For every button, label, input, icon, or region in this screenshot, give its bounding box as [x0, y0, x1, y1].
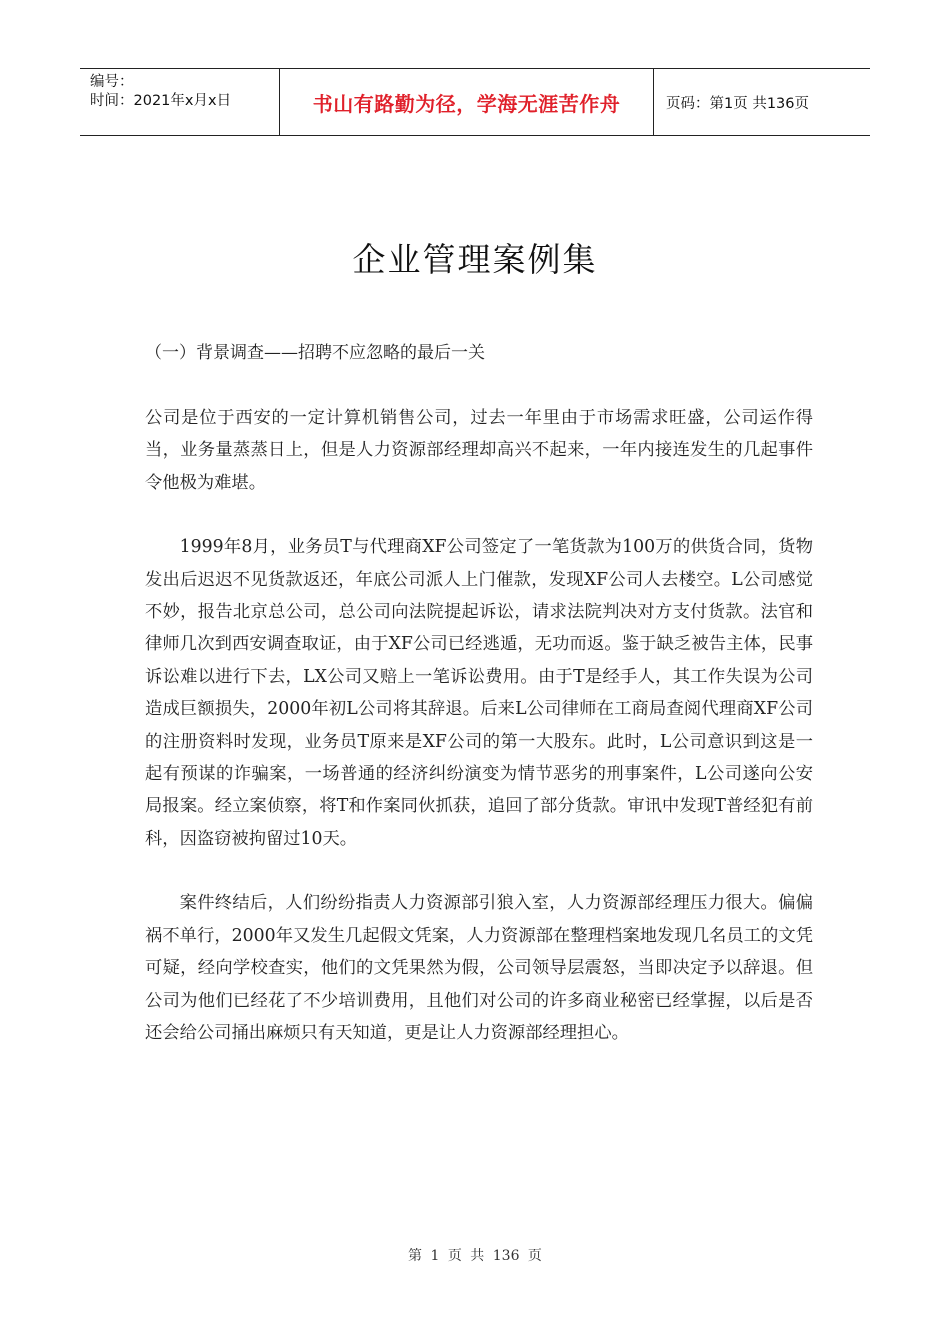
page-header [80, 68, 870, 136]
section-heading: （一）背景调查——招聘不应忽略的最后一关 [145, 343, 485, 363]
paragraph: 1999年8月，业务员T与代理商XF公司签定了一笔货款为100万的供货合同，货物发出后迟迟不见货款返还，年底公司派人上门催款，发现XF公司人去楼空。L公司感觉不妙，报告北京总公司，总公司向法院提起诉讼，请求法院判决对方支付货款。法官和律师几次到西安调查取证，由于XF公司已经逃遁，无功而返。鉴于缺乏被告主体，民事诉讼难以进行下去，LX公司又赔上一笔诉讼费用。由于T是经手人，其工作失误为公司造成巨额损失，2000年初L公司将其辞退。后来L公司律师在工商局查阅代理商XF公司的注册资料时发现，业务员T原来是XF公司的第一大股东。此时，L公司意识到这是一起有预谋的诈骗案，一场普通的经济纠纷演变为情节恶劣的刑事案件，L公司遂向公安局报案。经立案侦察，将T和作案同伙抓获，追回了部分货款。审讯中发现T普经犯有前科，因盗窃被拘留过10天。 [145, 537, 813, 849]
header-page-info: 页码：第1页 共136页 [666, 95, 810, 112]
page-footer: 第 1 页 共 136 页 [408, 1248, 542, 1264]
document-body [145, 402, 813, 1081]
paragraph: 公司是位于西安的一定计算机销售公司，过去一年里由于市场需求旺盛，公司运作得当，业务量蒸蒸日上，但是人力资源部经理却高兴不起来，一年内接连发生的几起事件令他极为难堪。 [145, 408, 813, 493]
header-meta [80, 69, 280, 135]
date-label: 时间：2021年x月x日 [90, 93, 232, 109]
code-label: 编号： [90, 74, 134, 90]
paragraph: 案件终结后，人们纷纷指责人力资源部引狼入室，人力资源部经理压力很大。偏偏祸不单行，2000年又发生几起假文凭案，人力资源部在整理档案地发现几名员工的文凭可疑，经向学校查实，他们的文凭果然为假，公司领导层震怒，当即决定予以辞退。但公司为他们已经花了不少培训费用，且他们对公司的许多商业秘密已经掌握，以后是否还会给公司捅出麻烦只有天知道，更是让人力资源部经理担心。 [145, 893, 813, 1043]
document-title: 企业管理案例集 [352, 240, 598, 279]
header-motto: 书山有路勤为径，学海无涯苦作舟 [280, 69, 654, 135]
